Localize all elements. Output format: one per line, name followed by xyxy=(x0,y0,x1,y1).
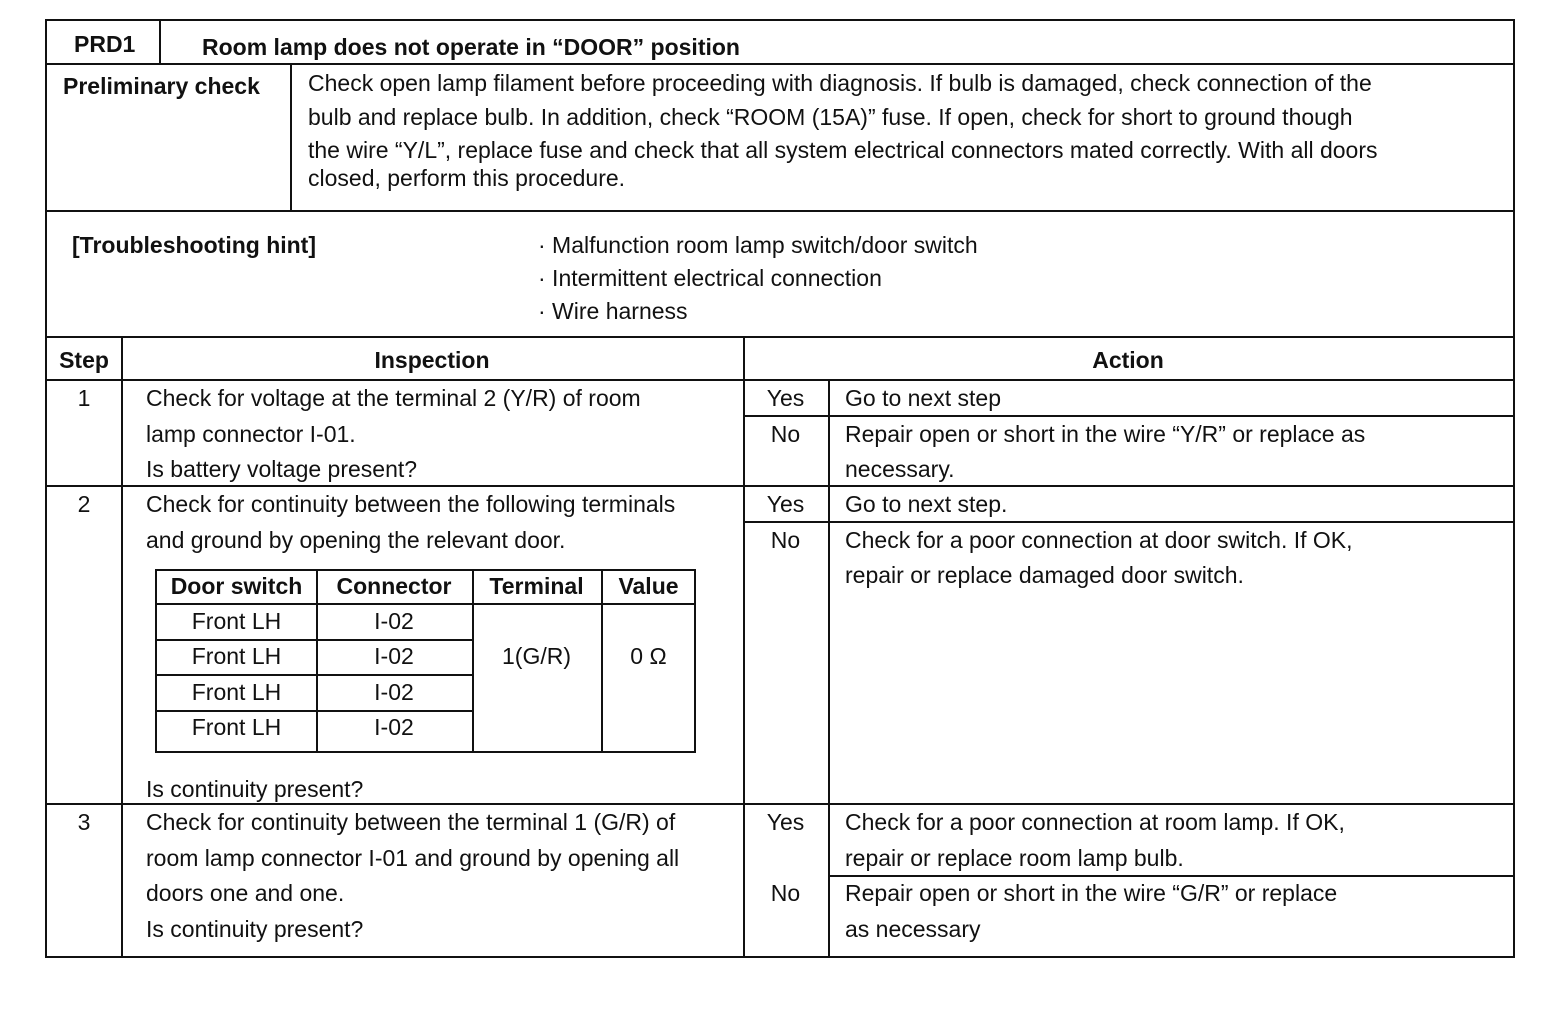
hint-item: · Malfunction room lamp switch/door switch xyxy=(538,232,978,258)
connector-cell: I-02 xyxy=(374,679,414,705)
connector-cell: I-02 xyxy=(374,608,414,634)
step-row-2 xyxy=(45,487,1515,805)
inspection-line: Is battery voltage present? xyxy=(146,456,418,482)
yes-action: Check for a poor connection at room lamp. If OK, xyxy=(845,809,1345,835)
procedure-header-row xyxy=(45,19,1515,65)
inspection-line: doors one and one. xyxy=(146,880,345,906)
yes-label: Yes xyxy=(766,809,805,835)
preliminary-check-label: Preliminary check xyxy=(63,73,260,99)
preliminary-line: bulb and replace bulb. In addition, check “ROOM (15A)” fuse. If open, check for short to ground though xyxy=(308,104,1353,130)
column-step: Step xyxy=(59,347,109,373)
value-header: Value xyxy=(618,573,679,599)
door-switch-header: Door switch xyxy=(170,573,303,599)
door-switch-cell: Front LH xyxy=(191,643,282,669)
connector-cell: I-02 xyxy=(374,714,414,740)
yes-label: Yes xyxy=(766,385,805,411)
no-action: Repair open or short in the wire “Y/R” or replace as xyxy=(845,421,1366,447)
no-action: Repair open or short in the wire “G/R” or replace xyxy=(845,880,1338,906)
hint-item: · Intermittent electrical connection xyxy=(538,265,882,291)
preliminary-check-row xyxy=(45,65,1515,212)
procedure-code: PRD1 xyxy=(74,31,136,57)
no-action: Check for a poor connection at door switch. If OK, xyxy=(845,527,1353,553)
yes-label: Yes xyxy=(766,491,805,517)
inspection-line: and ground by opening the relevant door. xyxy=(146,527,566,553)
door-switch-table xyxy=(155,569,696,753)
no-label: No xyxy=(770,421,801,447)
inspection-line: Check for voltage at the terminal 2 (Y/R) of room xyxy=(146,385,641,411)
no-label: No xyxy=(770,527,801,553)
value-cell: 0 Ω xyxy=(630,643,667,669)
troubleshooting-hint-label: [Troubleshooting hint] xyxy=(72,232,317,258)
troubleshooting-hint-row xyxy=(45,212,1515,338)
procedure-title: Room lamp does not operate in “DOOR” position xyxy=(202,34,740,60)
inspection-line: Check for continuity between the following terminals xyxy=(146,491,676,517)
door-switch-cell: Front LH xyxy=(191,679,282,705)
column-inspection: Inspection xyxy=(374,347,490,373)
inspection-question: Is continuity present? xyxy=(146,776,364,802)
connector-cell: I-02 xyxy=(374,643,414,669)
no-action: repair or replace damaged door switch. xyxy=(845,562,1244,588)
preliminary-line: the wire “Y/L”, replace fuse and check that all system electrical connectors mated correctly. With all doors xyxy=(308,137,1378,163)
column-action: Action xyxy=(1092,347,1164,373)
step-row-1 xyxy=(45,381,1515,487)
yes-action: Go to next step xyxy=(845,385,1001,411)
no-label: No xyxy=(770,880,801,906)
inspection-line: Is continuity present? xyxy=(146,916,364,942)
diagnostic-procedure-table xyxy=(45,19,1515,958)
preliminary-line: closed, perform this procedure. xyxy=(308,165,626,191)
door-switch-cell: Front LH xyxy=(191,608,282,634)
no-action: necessary. xyxy=(845,456,955,482)
terminal-header: Terminal xyxy=(489,573,584,599)
hint-item: · Wire harness xyxy=(538,298,688,324)
inspection-line: room lamp connector I-01 and ground by opening all xyxy=(146,845,680,871)
step-number: 2 xyxy=(77,491,91,517)
yes-action: Go to next step. xyxy=(845,491,1008,517)
inspection-line: lamp connector I-01. xyxy=(146,421,356,447)
yes-action: repair or replace room lamp bulb. xyxy=(845,845,1184,871)
step-number: 3 xyxy=(77,809,91,835)
step-number: 1 xyxy=(77,385,91,411)
terminal-cell: 1(G/R) xyxy=(502,643,571,669)
preliminary-line: Check open lamp filament before proceeding with diagnosis. If bulb is damaged, check connection of the xyxy=(308,70,1372,96)
inspection-line: Check for continuity between the terminal 1 (G/R) of xyxy=(146,809,676,835)
connector-header: Connector xyxy=(336,573,452,599)
no-action: as necessary xyxy=(845,916,981,942)
door-switch-cell: Front LH xyxy=(191,714,282,740)
step-row-3 xyxy=(45,805,1515,958)
column-header-row xyxy=(45,338,1515,381)
